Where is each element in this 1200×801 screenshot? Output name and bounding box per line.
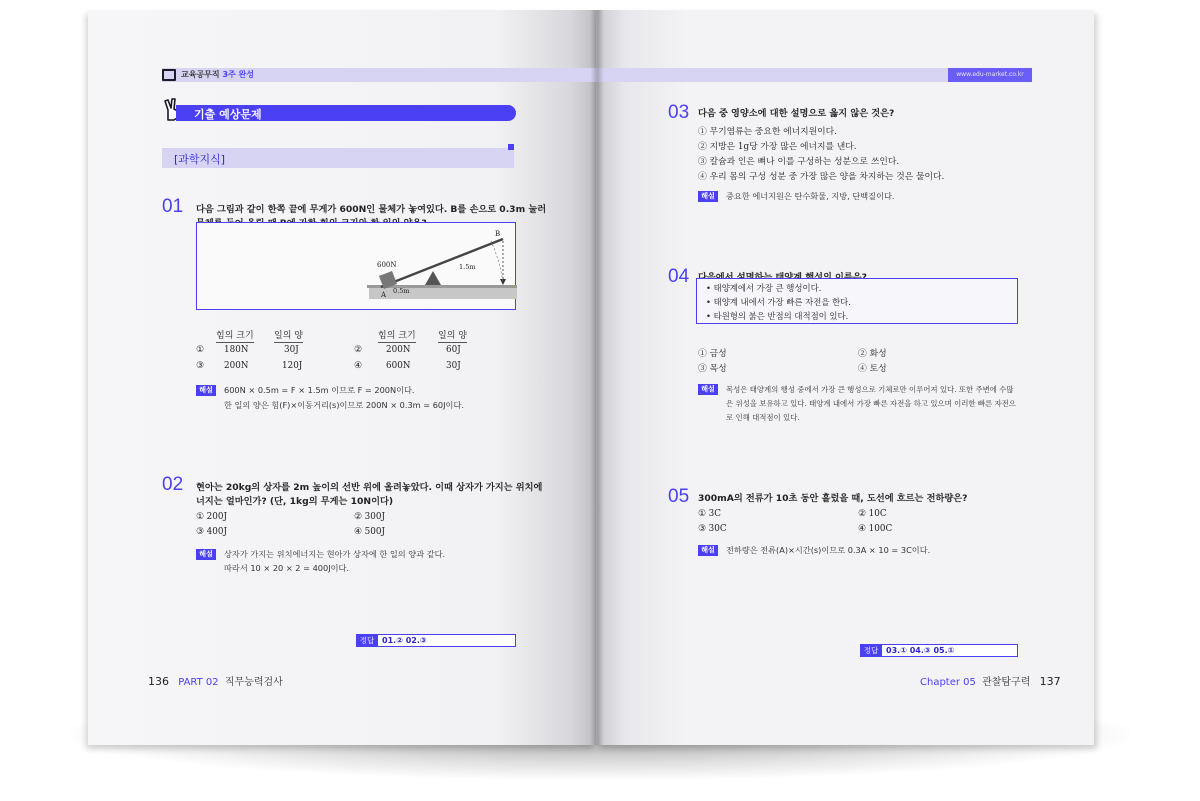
option: ④ 100C bbox=[858, 524, 893, 534]
question-text: 300mA의 전류가 10초 동안 흘렀을 때, 도선에 흐르는 전하량은? bbox=[698, 493, 968, 504]
option-mark: ② bbox=[354, 345, 362, 355]
answer-label: 정답 bbox=[356, 634, 378, 647]
book-icon bbox=[162, 69, 176, 81]
option: ③ 30C bbox=[698, 524, 727, 534]
explanation-badge: 해설 bbox=[698, 384, 718, 395]
explanation-badge: 해설 bbox=[698, 545, 718, 556]
option: ② 300J bbox=[354, 512, 385, 522]
option: ① 금성 bbox=[698, 349, 727, 359]
explanation-badge: 해설 bbox=[698, 191, 718, 202]
force-label: 600N bbox=[377, 261, 397, 269]
question-text-line: 너지는 얼마인가? (단, 1kg의 무게는 10N이다) bbox=[196, 496, 394, 507]
option: ② 화성 bbox=[858, 349, 887, 359]
box-item: • 태양계 내에서 가장 빠른 자전을 한다. bbox=[706, 297, 851, 307]
option: ④ 500J bbox=[354, 527, 385, 537]
point-b-label: B bbox=[495, 230, 501, 238]
question-text-line: 현아는 20kg의 상자를 2m 높이의 선반 위에 올려놓았다. 이때 상자가 가지는 위치에 bbox=[196, 482, 543, 493]
answer-text: 03.① 04.③ 05.① bbox=[886, 646, 955, 655]
option-force: 180N bbox=[224, 345, 249, 355]
footer-title: 관찰탐구력 bbox=[982, 677, 1031, 688]
explanation-line: 은 위성을 보유하고 있다. 태양계 내에서 가장 빠른 자전을 하고 있으며 이러한 빠른 자전으 bbox=[726, 399, 1016, 408]
option-mark: ④ bbox=[354, 361, 362, 371]
footer-part: PART 02 bbox=[178, 677, 219, 688]
option: ③ 400J bbox=[196, 527, 227, 537]
column-header: 일의 양 bbox=[274, 328, 303, 343]
option-work: 30J bbox=[284, 345, 299, 355]
short-arm-label: 0.5m bbox=[393, 287, 410, 295]
option: ② 10C bbox=[858, 509, 887, 519]
lever-diagram bbox=[197, 223, 517, 311]
explanation-line: 상자가 가지는 위치에너지는 현아가 상자에 한 일의 양과 같다. bbox=[224, 549, 446, 559]
lever-figure bbox=[196, 222, 516, 310]
right-page bbox=[596, 10, 1094, 745]
explanation-line: 한 일의 양은 힘(F)×이동거리(s)이므로 200N × 0.3m = 60J이다. bbox=[224, 400, 464, 410]
option: ① 3C bbox=[698, 509, 722, 519]
page-number: 136 bbox=[148, 675, 169, 688]
box-item: • 타원형의 붉은 반점의 대적점이 있다. bbox=[706, 311, 849, 321]
page-number: 137 bbox=[1039, 675, 1061, 688]
explanation-line: 600N × 0.5m = F × 1.5m 이므로 F = 200N이다. bbox=[224, 385, 415, 395]
question-number: 05 bbox=[668, 486, 690, 507]
answer-text: 01.② 02.③ bbox=[382, 636, 427, 645]
category-title: [과학지식] bbox=[174, 153, 226, 166]
option: ④ 우리 몸의 구성 성분 중 가장 많은 양을 차지하는 것은 물이다. bbox=[698, 172, 945, 182]
question-number: 02 bbox=[162, 474, 184, 495]
explanation-line: 따라서 10 × 20 × 2 = 400J이다. bbox=[224, 563, 350, 573]
explanation-line: 중요한 에너지원은 탄수화물, 지방, 단백질이다. bbox=[726, 191, 895, 201]
option: ③ 칼슘과 인은 뼈나 이를 구성하는 성분으로 쓰인다. bbox=[698, 157, 900, 167]
option: ① 200J bbox=[196, 512, 227, 522]
question-number: 01 bbox=[162, 196, 184, 217]
explanation-badge: 해설 bbox=[196, 385, 216, 396]
book-spine bbox=[590, 10, 604, 745]
header-url: www.edu-market.co.kr bbox=[948, 68, 1032, 82]
option: ③ 목성 bbox=[698, 364, 727, 374]
page-footer bbox=[148, 673, 283, 688]
option-mark: ③ bbox=[196, 361, 204, 371]
option: ④ 토성 bbox=[858, 364, 887, 374]
box-item: • 태양계에서 가장 큰 행성이다. bbox=[706, 283, 822, 293]
page-footer bbox=[920, 673, 1061, 688]
option-force: 200N bbox=[386, 345, 411, 355]
explanation-line: 목성은 태양계의 행성 중에서 가장 큰 행성으로 기체로만 이루어져 있다. 또한 주변에 수많 bbox=[726, 385, 1014, 394]
option-work: 30J bbox=[446, 361, 461, 371]
footer-title: 직무능력검사 bbox=[224, 677, 283, 688]
option-work: 120J bbox=[282, 361, 303, 371]
option: ② 지방은 1g당 가장 많은 에너지를 낸다. bbox=[698, 142, 857, 152]
column-header: 일의 양 bbox=[438, 328, 467, 343]
column-header: 힘의 크기 bbox=[378, 328, 416, 343]
long-arm-label: 1.5m bbox=[459, 263, 476, 271]
footer-chapter: Chapter 05 bbox=[920, 677, 976, 688]
left-page bbox=[88, 10, 596, 745]
explanation-line: 전하량은 전류(A)×시간(s)이므로 0.3A × 10 = 3C이다. bbox=[726, 545, 931, 555]
answer-box bbox=[356, 634, 516, 647]
explanation-line: 로 인해 대적점이 있다. bbox=[726, 413, 800, 422]
option-work: 60J bbox=[446, 345, 461, 355]
question-number: 04 bbox=[668, 266, 690, 287]
column-header: 힘의 크기 bbox=[216, 328, 254, 343]
option-force: 600N bbox=[386, 361, 411, 371]
header-title: 교육공무직 3주 완성 bbox=[181, 70, 254, 79]
banner-title: 기출 예상문제 bbox=[194, 108, 262, 121]
question-text-line: 다음 그림과 같이 한쪽 끝에 무게가 600N인 물체가 놓여있다. B를 손으로 0.3m 눌러 bbox=[196, 204, 547, 215]
question-number: 03 bbox=[668, 102, 690, 123]
answer-label: 정답 bbox=[860, 644, 882, 657]
option-mark: ① bbox=[196, 345, 204, 355]
question-text: 다음 중 영양소에 대한 설명으로 옳지 않은 것은? bbox=[698, 108, 895, 119]
point-a-label: A bbox=[381, 291, 387, 299]
option-force: 200N bbox=[224, 361, 249, 371]
explanation-badge: 해설 bbox=[196, 549, 216, 560]
option: ① 무기염류는 중요한 에너지원이다. bbox=[698, 127, 837, 137]
category-bar-corner bbox=[508, 144, 514, 150]
